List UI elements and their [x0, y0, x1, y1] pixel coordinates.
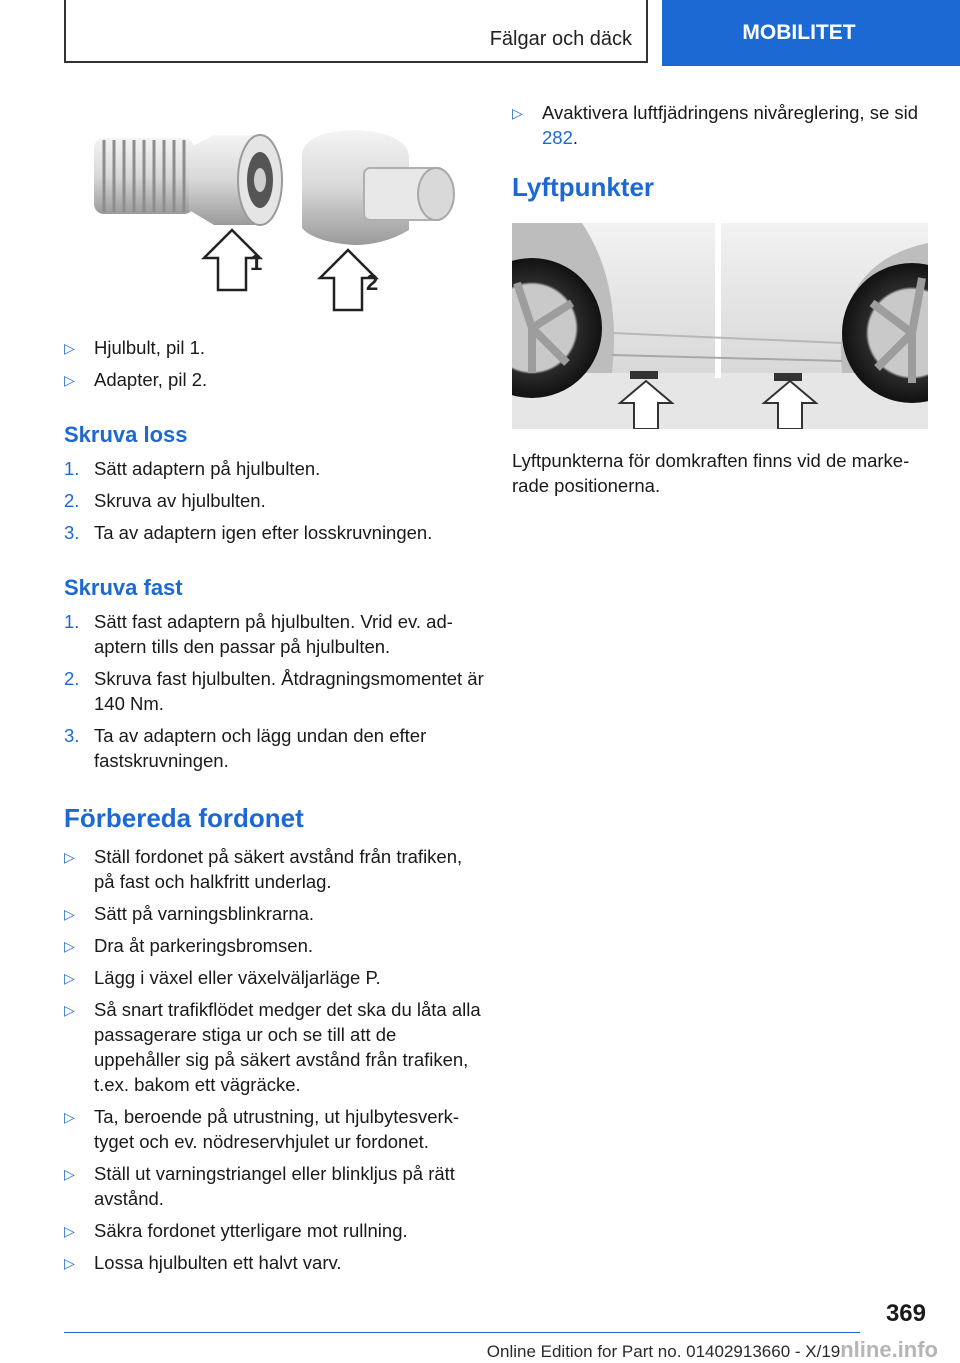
loosen-steps	[64, 456, 484, 545]
list-item: 1. Sätt fast adaptern på hjulbulten. Vrid ev. adaptern tills den passar på hjulbulten.	[64, 611, 453, 657]
header-chapter-tab[interactable]: MOBILITET	[662, 0, 960, 66]
page-header	[0, 0, 960, 66]
heading-lift-points: Lyftpunkter	[512, 172, 655, 202]
list-item: 3. Ta av adaptern igen efter losskruvningen.	[64, 522, 433, 543]
list-item: ▷ Sätt på varningsblinkrarna.	[64, 901, 484, 926]
triangle-bullet-icon: ▷	[64, 1255, 75, 1271]
left-column	[64, 110, 484, 1282]
lift-points-figure	[512, 223, 928, 429]
triangle-bullet-icon: ▷	[64, 1109, 75, 1125]
list-item: 3. Ta av adaptern och lägg undan den efter fastskruvningen.	[64, 725, 427, 771]
list-item: ▷ Adapter, pil 2.	[64, 367, 484, 392]
watermark: nline.info	[840, 1337, 938, 1362]
list-item: ▷ Lägg i växel eller växelväljarläge P.	[64, 965, 484, 990]
arrow-2-label: 2	[366, 270, 379, 295]
list-item: 1. Sätt adaptern på hjulbulten.	[64, 458, 321, 479]
triangle-bullet-icon: ▷	[64, 938, 75, 954]
arrow-1-label: 1	[250, 250, 263, 275]
triangle-bullet-icon: ▷	[64, 340, 75, 356]
list-item: 2. Skruva av hjulbulten.	[64, 490, 266, 511]
list-item: ▷ Ställ fordonet på säkert avstånd från trafiken, på fast och halkfritt underlag.	[64, 846, 463, 892]
triangle-bullet-icon: ▷	[64, 1166, 75, 1182]
right-column	[512, 100, 932, 498]
page-link-282[interactable]: 282	[542, 127, 573, 148]
triangle-bullet-icon: ▷	[64, 906, 75, 922]
heading-prepare: Förbereda fordonet	[64, 803, 304, 833]
header-section-title: Fälgar och däck	[489, 28, 632, 50]
triangle-bullet-icon: ▷	[64, 1223, 75, 1239]
list-item: ▷ Hjulbult, pil 1.	[64, 335, 484, 360]
list-item: ▷ Avaktivera luftfjädringens nivåreglering, se sid 282.	[512, 102, 919, 148]
triangle-bullet-icon: ▷	[512, 105, 523, 121]
triangle-bullet-icon: ▷	[64, 849, 75, 865]
air-suspension-list	[512, 100, 932, 150]
list-item: 2. Skruva fast hjulbulten. Åtdragningsmomentet är 140 Nm.	[64, 668, 484, 714]
heading-loosen: Skruva loss	[64, 422, 188, 447]
wheel-bolt-figure	[64, 110, 484, 320]
heading-tighten: Skruva fast	[64, 575, 183, 600]
triangle-bullet-icon: ▷	[64, 372, 75, 388]
list-item: ▷ Ställ ut varningstriangel eller blinkljus på rätt avstånd.	[64, 1163, 455, 1209]
bolt-thread	[94, 138, 194, 214]
list-item: ▷ Säkra fordonet ytterligare mot rullning.	[64, 1218, 484, 1243]
tighten-steps	[64, 609, 484, 773]
list-item: ▷ Lossa hjulbulten ett halvt varv.	[64, 1250, 484, 1275]
triangle-bullet-icon: ▷	[64, 970, 75, 986]
page-number: 369	[885, 1300, 926, 1327]
lift-points-caption: Lyftpunkterna för domkraften finns vid de markerade positionerna.	[512, 450, 910, 496]
prepare-list	[64, 844, 484, 1275]
adapter	[302, 130, 454, 245]
triangle-bullet-icon: ▷	[64, 1002, 75, 1018]
list-item: ▷ Ta, beroende på utrustning, ut hjulbytesverktyget och ev. nödreservhjulet ur fordonet.	[64, 1106, 460, 1152]
list-item: ▷ Dra åt parkeringsbromsen.	[64, 933, 484, 958]
footer-divider	[64, 1332, 860, 1333]
footer-edition: Online Edition for Part no. 01402913660 - X/19nline.info	[486, 1337, 938, 1362]
list-item: ▷ Så snart trafikflödet medger det ska du låta alla passagerare stiga ur och se till att de uppehåller sig på säkert avstånd från trafiken, t.ex. bakom ett vägräcke.	[64, 999, 481, 1095]
parts-list	[64, 335, 484, 392]
